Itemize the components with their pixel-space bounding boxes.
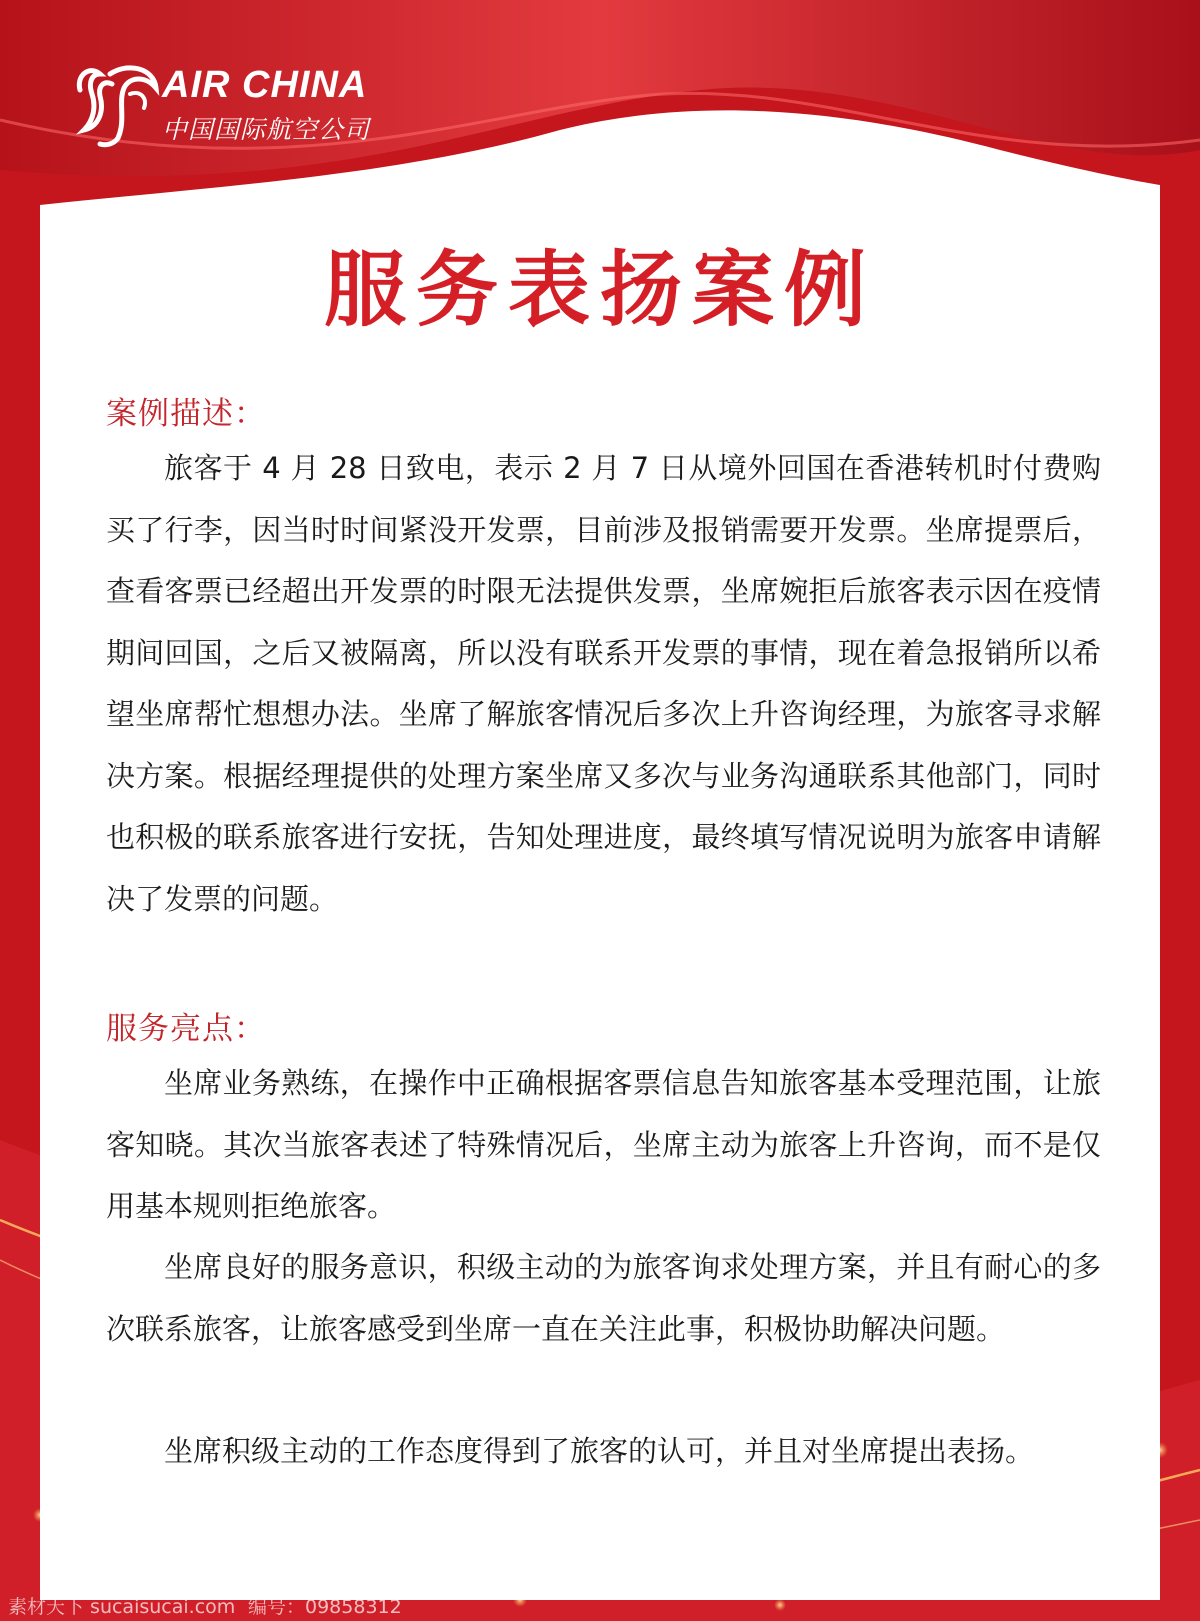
highlight-paragraph-3: 坐席积级主动的工作态度得到了旅客的认可，并且对坐席提出表扬。: [164, 1434, 1035, 1468]
section-heading-case-description: 案例描述：: [106, 396, 266, 432]
section-heading-service-highlights: 服务亮点：: [106, 1011, 266, 1047]
page-title: 服务表扬案例: [323, 243, 876, 338]
highlight-paragraph-1: 坐席业务熟练，在操作中正确根据客票信息告知旅客基本受理范围，让旅客知晓。其次当旅客表述了特殊情况后，坐席主动为旅客上升咨询，而不是仅用基本规则拒绝旅客。: [106, 1066, 1101, 1223]
watermark-strip: [0, 1584, 1200, 1621]
brand-name-cn: 中国国际航空公司: [162, 115, 371, 144]
brand-name-en: AIR CHINA: [162, 64, 368, 106]
phoenix-logo-icon: [70, 60, 162, 148]
highlight-paragraph-2: 坐席良好的服务意识，积级主动的为旅客询求处理方案，并且有耐心的多次联系旅客，让旅客感受到坐席一直在关注此事，积极协助解决问题。: [106, 1250, 1101, 1346]
case-description-paragraph: 旅客于 4 月 28 日致电，表示 2 月 7 日从境外回国在香港转机时付费购买了行李，因当时时间紧没开发票，目前涉及报销需要开发票。坐席提票后，查看客票已经超出开发票的时限无法提供发票，坐席婉拒后旅客表示因在疫情期间回国，之后又被隔离，所以没有联系开发票的事情，现在着急报销所以希望坐席帮忙想想办法。坐席了解旅客情况后多次上升咨询经理，为旅客寻求解决方案。根据经理提供的处理方案坐席又多次与业务沟通联系其他部门，同时也积极的联系旅客进行安抚，告知处理进度，最终填写情况说明为旅客申请解决了发票的问题。: [106, 451, 1101, 916]
air-china-logo: [70, 60, 370, 150]
watermark-id: 编号：09858312: [248, 1596, 402, 1618]
watermark-site: 素材天下 sucaisucai.com: [8, 1596, 236, 1618]
